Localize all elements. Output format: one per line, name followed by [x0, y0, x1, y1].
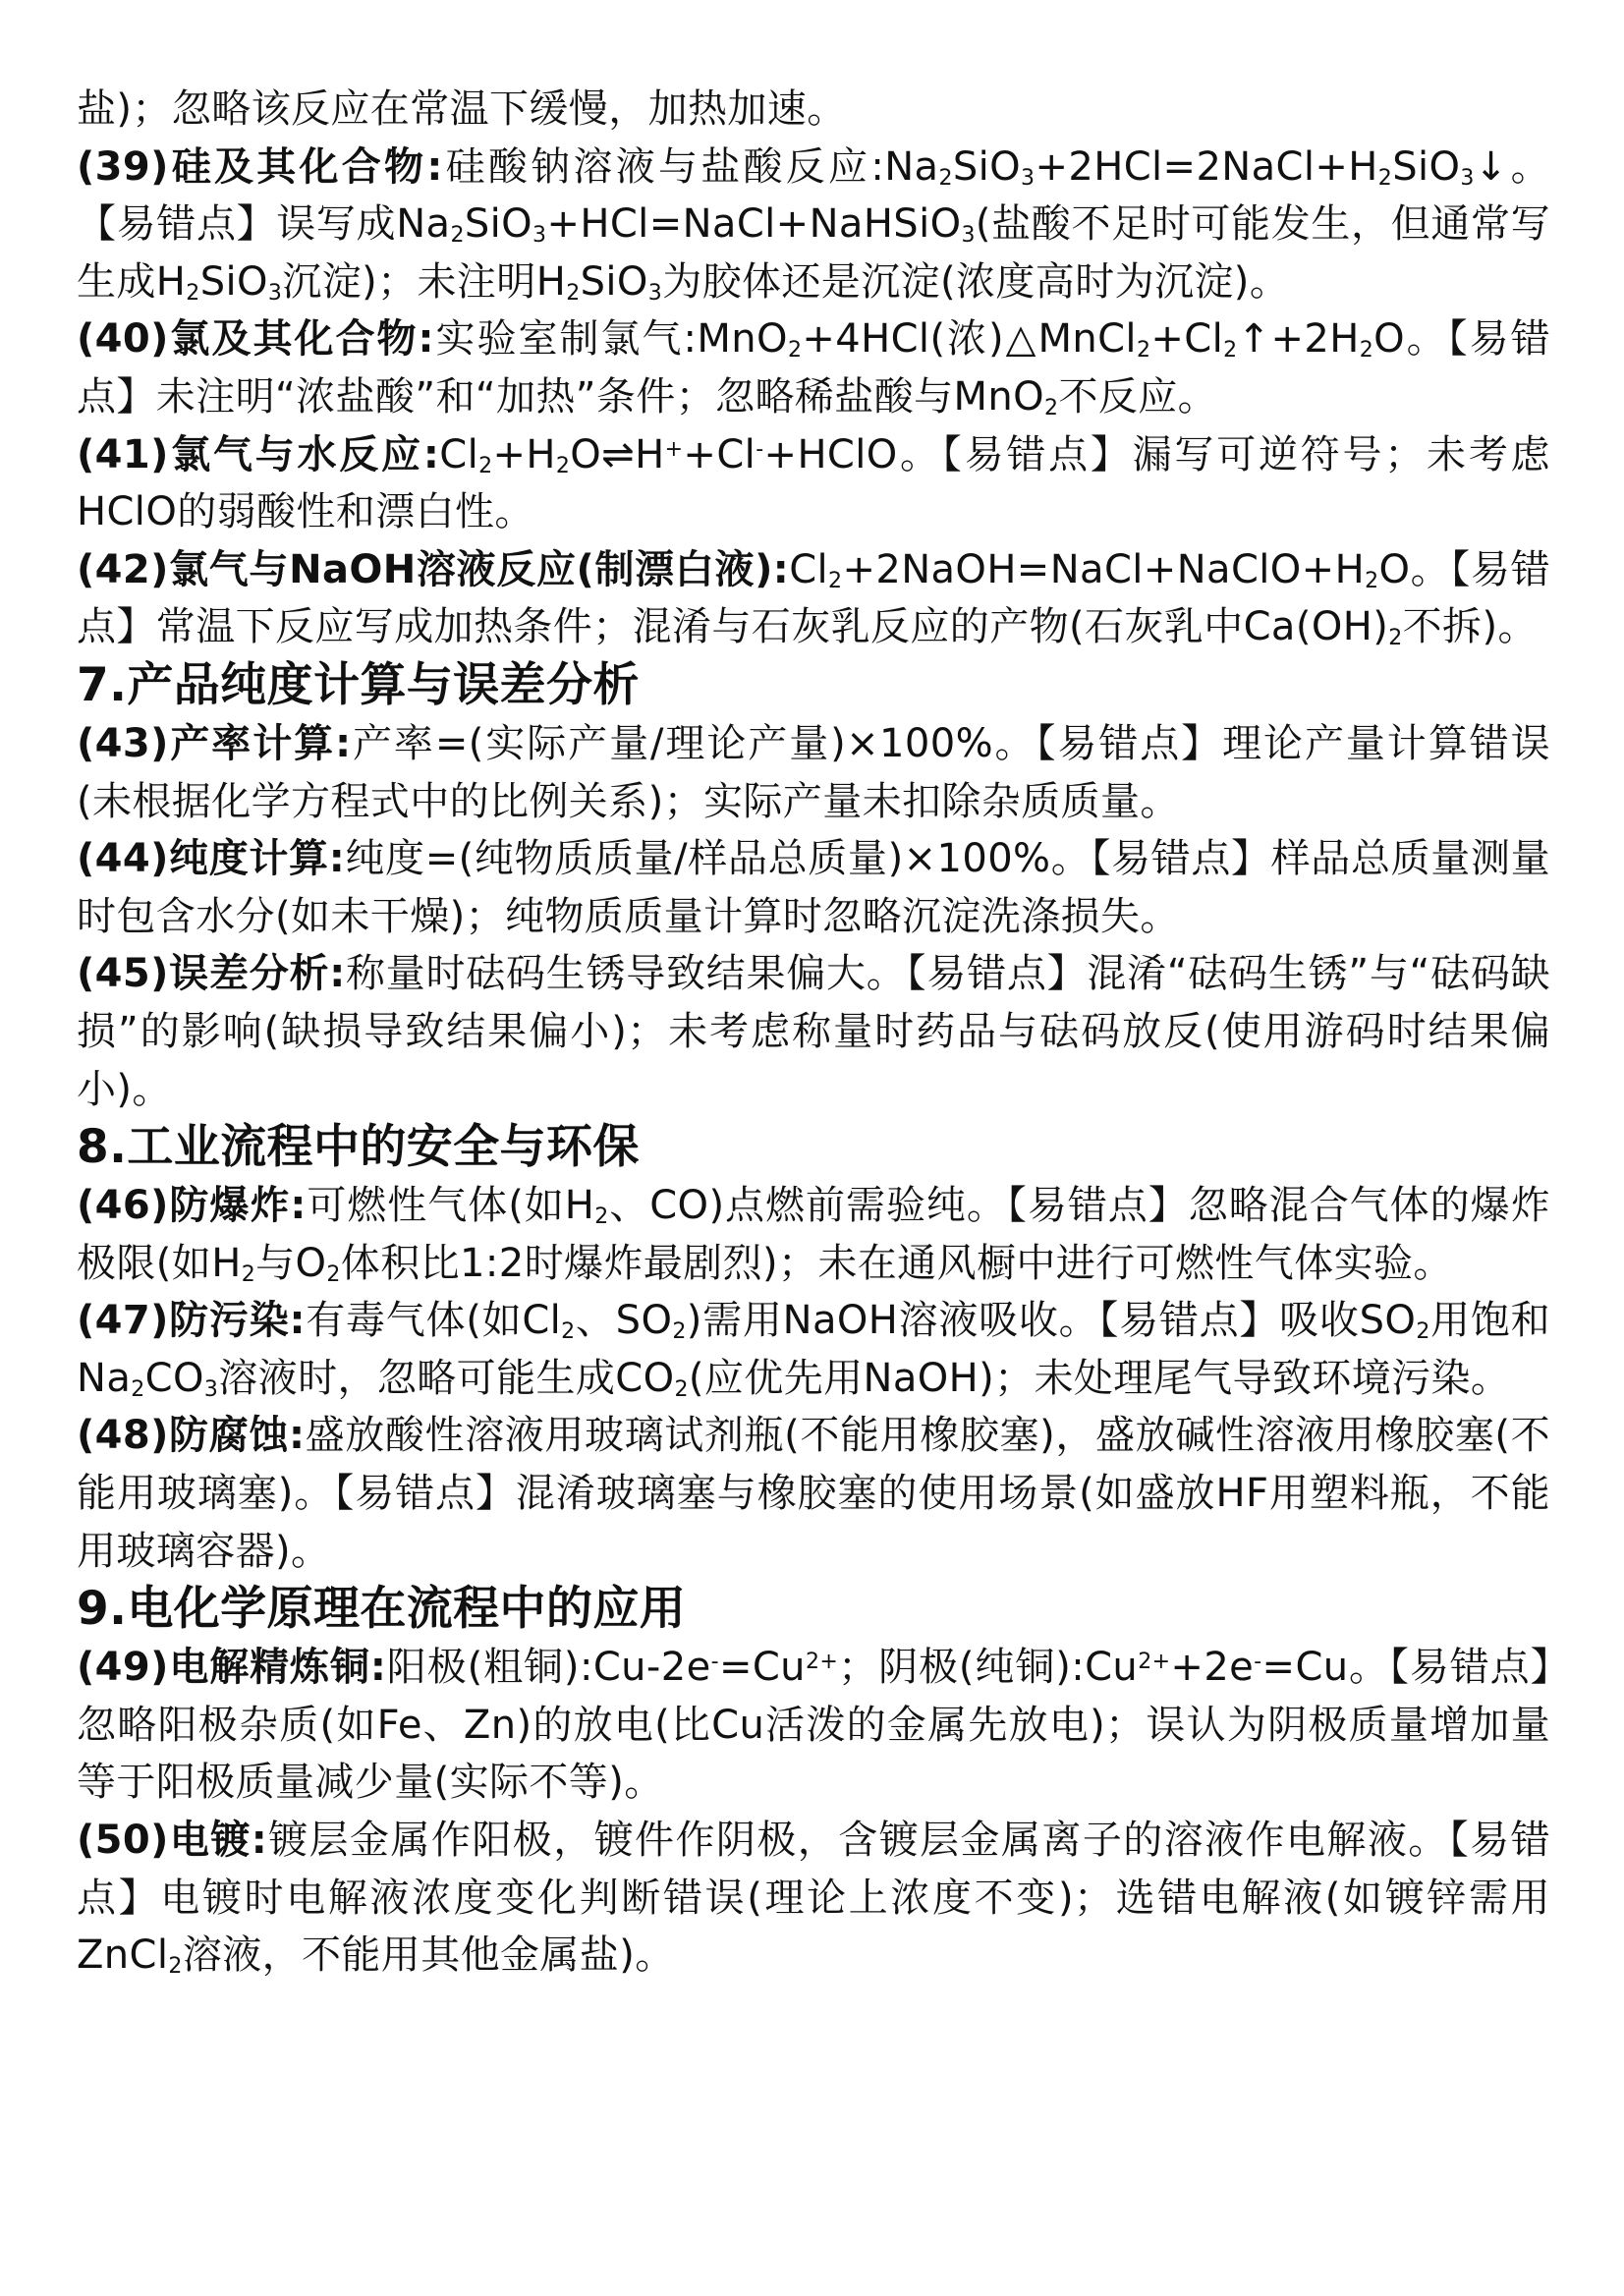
document-page [77, 81, 1550, 1985]
subscript: 2 [1359, 338, 1374, 364]
subscript: 3 [1021, 165, 1036, 191]
item-text: 硅酸钠溶液与盐酸反应:Na [442, 143, 939, 190]
superscript: - [756, 436, 764, 462]
item-number: (41) [77, 431, 169, 477]
item-number: (44) [77, 836, 169, 882]
item-text: (应优先用NaOH)；未处理尾气导致环境污染。 [688, 1355, 1511, 1401]
item-topic: 误差分析: [168, 951, 346, 997]
item-text: ↑+2H [1237, 316, 1360, 363]
superscript: + [664, 436, 684, 462]
subscript: 3 [532, 223, 547, 249]
item-text: SiO [464, 201, 533, 248]
subscript: 2 [241, 1261, 256, 1287]
item-text: 可燃性气体(如H [306, 1183, 595, 1229]
item-text: 为胶体还是沉淀(浓度高时为沉淀)。 [662, 258, 1290, 305]
item-paragraph [77, 830, 1550, 945]
item-text: SiO [580, 258, 648, 305]
item-topic: 防腐蚀: [168, 1413, 306, 1459]
item-text: (盐酸不足时可能发生，但通常写生成H [77, 201, 1551, 305]
subscript: 2 [787, 338, 803, 364]
subscript: 3 [203, 1376, 219, 1402]
superscript: 2+ [805, 1650, 839, 1675]
subscript: 2 [1044, 395, 1059, 420]
superscript: - [710, 1650, 719, 1675]
item-text: +2HCl=2NaCl+H [1035, 143, 1378, 190]
item-paragraph [77, 1292, 1550, 1407]
item-topic: 电镀: [168, 1818, 268, 1864]
subscript: 2 [594, 1204, 609, 1229]
item-topic: 氯及其化合物: [168, 316, 434, 363]
item-paragraph [77, 1812, 1550, 1985]
subscript: 2 [561, 1319, 576, 1345]
section-heading: 9.电化学原理在流程中的应用 [77, 1582, 687, 1637]
item-topic: 纯度计算: [168, 836, 346, 882]
item-text: 沉淀)；未注明H [282, 258, 567, 305]
item-text: 盛放酸性溶液用玻璃试剂瓶(不能用橡胶塞)，盛放碱性溶液用橡胶塞(不能用玻璃塞)。【易错点】混淆玻璃塞与橡胶塞的使用场景(如盛放HF用塑料瓶，不能用玻璃容器)。 [77, 1413, 1550, 1574]
item-number: (45) [77, 951, 169, 997]
item-text: Cl [439, 431, 479, 477]
item-number: (46) [77, 1183, 169, 1229]
item-text: SiO [199, 258, 268, 305]
item-paragraph [77, 139, 1550, 311]
item-paragraph [77, 81, 1550, 139]
item-paragraph [77, 1177, 1550, 1292]
subscript: 2 [131, 1376, 145, 1402]
item-text: ；阴极(纯铜):Cu [838, 1645, 1139, 1691]
item-text: ↓。【易错点】误写成Na [77, 143, 1550, 248]
item-text: 盐)；忽略该反应在常温下缓慢，加热加速。 [77, 86, 847, 132]
subscript: 2 [1416, 1319, 1430, 1345]
item-topic: 氯气与水反应: [168, 431, 440, 477]
item-text: 阳极(粗铜):Cu-2e [386, 1645, 711, 1691]
item-text: 有毒气体(如Cl [305, 1298, 562, 1344]
superscript: - [1254, 1650, 1262, 1675]
item-topic: 防爆炸: [168, 1183, 307, 1229]
item-text: 产率=(实际产量/理论产量)×100%。【易错点】理论产量计算错误(未根据化学方程式中的比例关系)；实际产量未扣除杂质质量。 [77, 720, 1550, 824]
item-text: =Cu [718, 1645, 806, 1691]
item-topic: 硅及其化合物: [168, 143, 443, 190]
item-text: 溶液时，忽略可能生成CO [218, 1355, 675, 1401]
item-text: =Cu。【易错点】忽略阳极杂质(如Fe、Zn)的放电(比Cu活泼的金属先放电)；误认为阴极质量增加量等于阳极质量减少量(实际不等)。 [77, 1645, 1550, 1806]
subscript: 2 [1136, 338, 1151, 364]
item-text: 称量时砝码生锈导致结果偏大。【易错点】混淆“砝码生锈”与“砝码缺损”的影响(缺损导致结果偏小)；未考虑称量时药品与砝码放反(使用游码时结果偏小)。 [77, 951, 1550, 1112]
item-text: O。【易错点】常温下反应写成加热条件；混淆与石灰乳反应的产物(石灰乳中Ca(OH) [77, 546, 1550, 650]
item-paragraph [77, 1639, 1550, 1812]
item-text: 纯度=(纯物质质量/样品总质量)×100%。【易错点】样品总质量测量时包含水分(如未干燥)；纯物质质量计算时忽略沉淀洗涤损失。 [77, 836, 1550, 939]
item-text: 不反应。 [1058, 373, 1218, 420]
item-text: 、SO [575, 1298, 673, 1344]
subscript: 2 [186, 280, 200, 306]
section-heading: 8.工业流程中的安全与环保 [77, 1120, 640, 1175]
item-paragraph [77, 715, 1550, 830]
subscript: 2 [674, 1376, 689, 1402]
item-text: SiO [952, 143, 1022, 190]
item-text: +HClO。【易错点】漏写可逆符号；未考虑HClO的弱酸性和漂白性。 [77, 431, 1550, 535]
subscript: 3 [647, 280, 663, 306]
item-number: (49) [77, 1645, 169, 1691]
item-text: Cl [789, 546, 829, 592]
item-number: (42) [77, 546, 169, 592]
subscript: 2 [168, 1954, 183, 1980]
subscript: 2 [1223, 338, 1238, 364]
item-text: +Cl [1150, 316, 1224, 363]
subscript: 2 [450, 223, 465, 249]
item-text: +4HCl(浓)△MnCl [802, 316, 1137, 363]
subscript: 2 [478, 453, 493, 478]
item-paragraph [77, 1407, 1550, 1580]
subscript: 2 [1377, 165, 1393, 191]
subscript: 2 [326, 1261, 341, 1287]
item-paragraph [77, 310, 1550, 425]
item-number: (48) [77, 1413, 169, 1459]
item-paragraph [77, 945, 1550, 1118]
subscript: 2 [1365, 568, 1379, 593]
item-text: +Cl [683, 431, 756, 477]
item-text: )需用NaOH溶液吸收。【易错点】吸收SO [686, 1298, 1417, 1344]
item-topic: 产率计算: [168, 720, 352, 766]
item-topic: 防污染: [168, 1298, 306, 1344]
item-text: 溶液，不能用其他金属盐)。 [182, 1932, 675, 1979]
item-number: (39) [77, 143, 169, 190]
item-number: (47) [77, 1298, 169, 1344]
item-text: 体积比1:2时爆炸最剧烈)；未在通风橱中进行可燃性气体实验。 [340, 1240, 1453, 1286]
item-number: (43) [77, 720, 169, 766]
item-text: 与O [255, 1240, 327, 1286]
subscript: 3 [961, 223, 976, 249]
item-number: (40) [77, 316, 169, 363]
item-number: (50) [77, 1818, 169, 1864]
subscript: 2 [555, 453, 571, 478]
subscript: 2 [672, 1319, 687, 1345]
section-heading: 7.产品纯度计算与误差分析 [77, 657, 640, 712]
item-text: +HCl=NaCl+NaHSiO [546, 201, 962, 248]
item-topic: 电解精炼铜: [168, 1645, 387, 1691]
item-topic: 氯气与NaOH溶液反应(制漂白液): [168, 546, 790, 592]
item-text: +2NaOH=NaCl+NaClO+H [842, 546, 1366, 592]
item-text: 实验室制氯气:MnO [433, 316, 788, 363]
item-text: SiO [1392, 143, 1461, 190]
item-text: O⇌H [570, 431, 665, 477]
item-text: CO [144, 1355, 204, 1401]
item-text: O。【易错点】未注明“浓盐酸”和“加热”条件；忽略稀盐酸与MnO [77, 316, 1551, 420]
item-paragraph [77, 541, 1550, 656]
item-text: 用饱和Na [77, 1298, 1550, 1401]
superscript: 2+ [1138, 1650, 1171, 1675]
item-text: 、CO)点燃前需验纯。【易错点】忽略混合气体的爆炸极限(如H [77, 1183, 1550, 1286]
subscript: 3 [1460, 165, 1475, 191]
item-text: +H [492, 431, 556, 477]
item-text: 镀层金属作阳极，镀件作阴极，含镀层金属离子的溶液作电解液。【易错点】电镀时电解液浓度变化判断错误(理论上浓度不变)；选错电解液(如镀锌需用ZnCl [77, 1818, 1550, 1979]
subscript: 2 [566, 280, 581, 306]
subscript: 2 [938, 165, 953, 191]
item-text: +2e [1170, 1645, 1255, 1691]
subscript: 2 [1388, 626, 1403, 651]
item-paragraph [77, 426, 1550, 541]
item-text: 不拆)。 [1402, 604, 1538, 650]
subscript: 2 [828, 568, 843, 593]
subscript: 3 [267, 280, 283, 306]
